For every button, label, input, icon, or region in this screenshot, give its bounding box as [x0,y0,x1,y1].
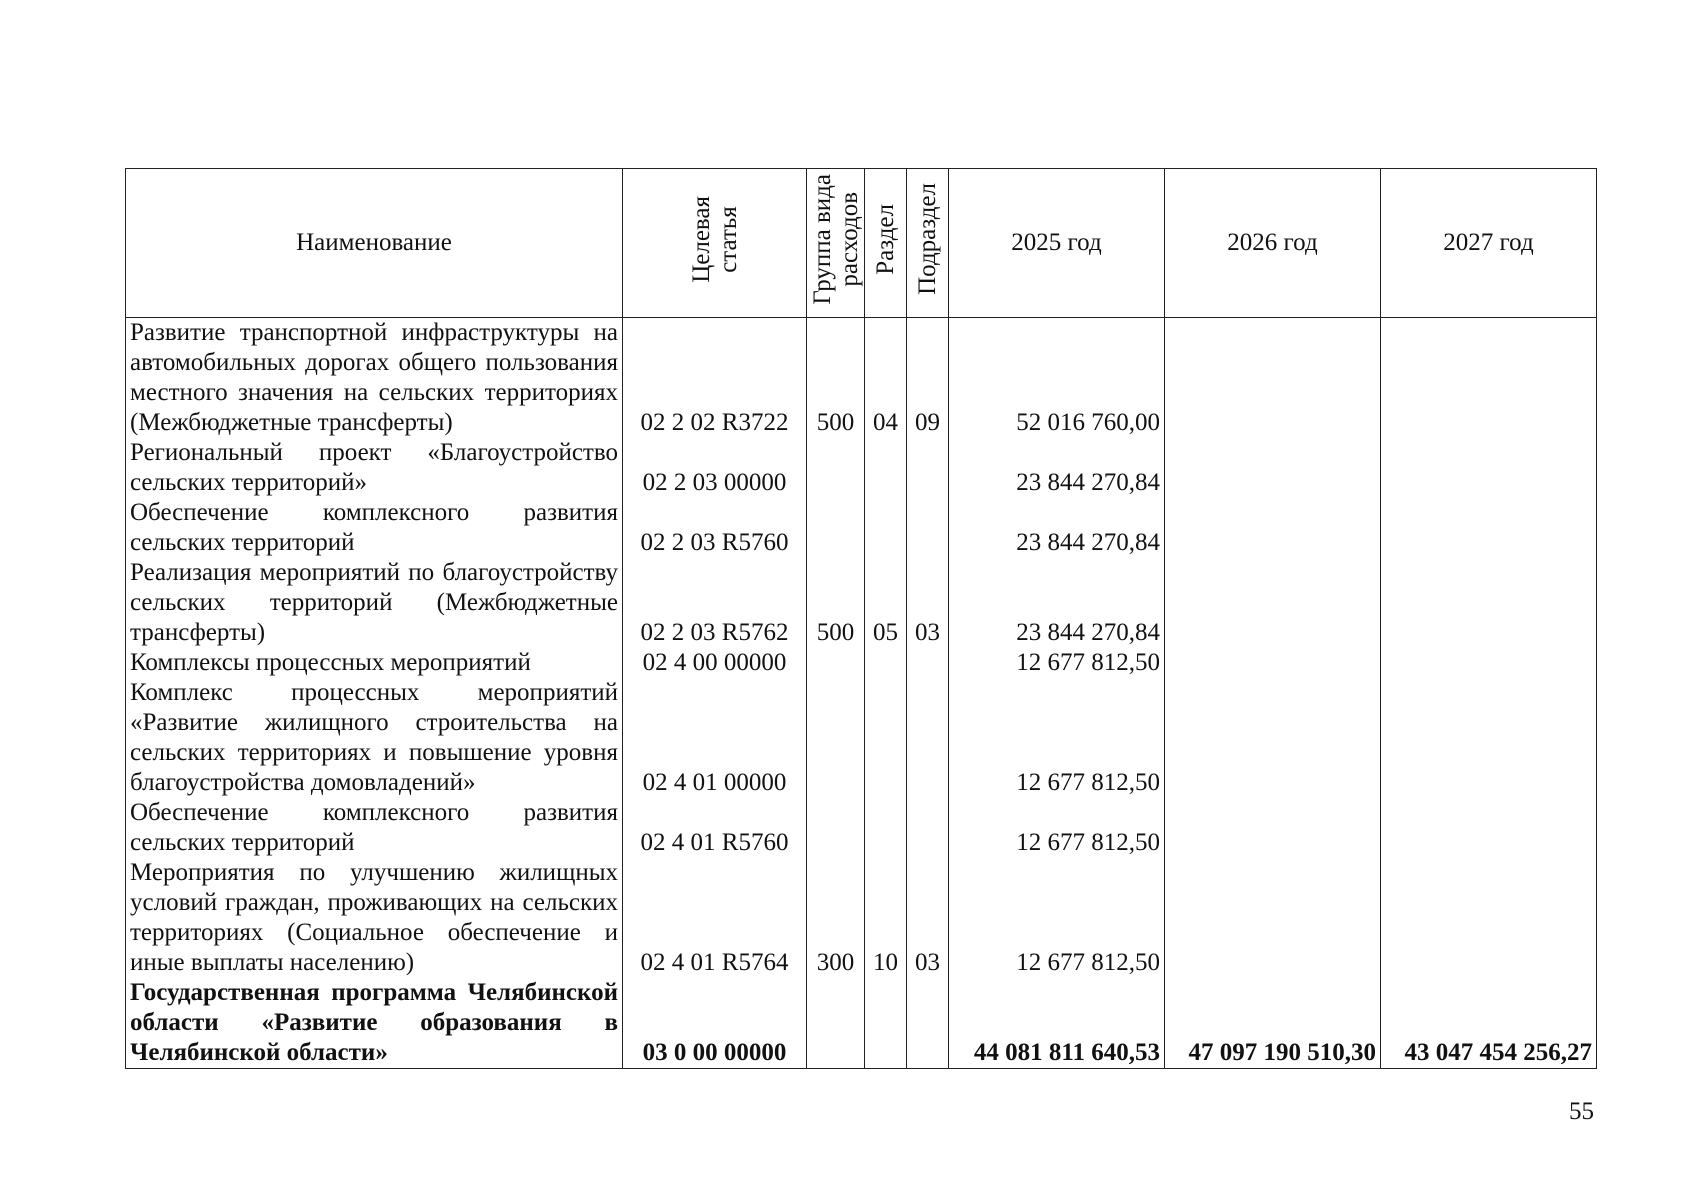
row-name: Реализация мероприятий по благоустройству сельских территорий (Межбюджетные трансферты) [126,558,623,648]
row-section [865,678,907,798]
table-row [126,858,1597,978]
header-expense-group: Группа вида расходов [807,169,865,318]
table-body [126,318,1597,1069]
row-2026 [1165,438,1381,498]
row-2027: 43 047 454 256,27 [1381,978,1597,1069]
row-name: Региональный проект «Благоустройство сельских территорий» [126,438,623,498]
row-target-article: 02 2 03 R5760 [623,498,807,558]
row-subsection: 03 [907,858,949,978]
table-row [126,678,1597,798]
row-2026 [1165,498,1381,558]
row-name: Комплексы процессных мероприятий [126,648,623,678]
header-2027: 2027 год [1381,169,1597,318]
row-2025: 52 016 760,00 [949,318,1165,439]
row-2027 [1381,678,1597,798]
row-name: Обеспечение комплексного развития сельских территорий [126,798,623,858]
row-section: 04 [865,318,907,439]
row-expense-group [807,648,865,678]
row-expense-group [807,438,865,498]
row-2026 [1165,858,1381,978]
row-subsection [907,678,949,798]
header-target-article: Целевая статья [623,169,807,318]
row-target-article: 02 2 03 R5762 [623,558,807,648]
row-2027 [1381,558,1597,648]
row-2025: 23 844 270,84 [949,498,1165,558]
row-2027 [1381,498,1597,558]
row-name: Комплекс процессных мероприятий «Развитие жилищного строительства на сельских территориях и повышение уровня благоустройства домовладений» [126,678,623,798]
table-row [126,558,1597,648]
row-name: Государственная программа Челябинской области «Развитие образования в Челябинской области» [126,978,623,1069]
row-target-article: 02 2 03 00000 [623,438,807,498]
row-target-article: 02 4 01 R5764 [623,858,807,978]
row-2026 [1165,798,1381,858]
row-target-article: 02 4 00 00000 [623,648,807,678]
row-target-article: 02 4 01 00000 [623,678,807,798]
row-subsection [907,648,949,678]
row-expense-group [807,978,865,1069]
row-2025: 12 677 812,50 [949,678,1165,798]
row-2026 [1165,678,1381,798]
row-expense-group: 300 [807,858,865,978]
table-row [126,438,1597,498]
row-target-article: 03 0 00 00000 [623,978,807,1069]
table-row-total [126,978,1597,1069]
row-2027 [1381,318,1597,439]
header-section: Раздел [865,169,907,318]
row-2027 [1381,858,1597,978]
row-subsection [907,498,949,558]
row-expense-group: 500 [807,318,865,439]
row-2027 [1381,648,1597,678]
row-subsection [907,978,949,1069]
row-2026 [1165,558,1381,648]
page-number: 55 [1569,1098,1594,1125]
row-section [865,978,907,1069]
row-target-article: 02 2 02 R3722 [623,318,807,439]
row-2025: 12 677 812,50 [949,648,1165,678]
row-2027 [1381,798,1597,858]
row-section [865,498,907,558]
table-row [126,648,1597,678]
row-section [865,648,907,678]
row-target-article: 02 4 01 R5760 [623,798,807,858]
row-subsection [907,798,949,858]
row-subsection [907,438,949,498]
budget-table [125,168,1597,1069]
row-2027 [1381,438,1597,498]
row-section [865,798,907,858]
header-name: Наименование [126,169,623,318]
row-expense-group: 500 [807,558,865,648]
row-2025: 12 677 812,50 [949,858,1165,978]
row-expense-group [807,498,865,558]
table-row [126,318,1597,439]
row-section: 10 [865,858,907,978]
header-2026: 2026 год [1165,169,1381,318]
row-name: Развитие транспортной инфраструктуры на автомобильных дорогах общего пользования местного значения на сельских территориях (Межбюджетные трансферты) [126,318,623,439]
row-2025: 23 844 270,84 [949,558,1165,648]
row-expense-group [807,678,865,798]
header-subsection: Подраздел [907,169,949,318]
row-subsection: 09 [907,318,949,439]
header-2025: 2025 год [949,169,1165,318]
row-subsection: 03 [907,558,949,648]
row-name: Мероприятия по улучшению жилищных условий граждан, проживающих на сельских территориях (Социальное обеспечение и иные выплаты населению) [126,858,623,978]
row-2026 [1165,318,1381,439]
row-2025: 23 844 270,84 [949,438,1165,498]
row-section [865,438,907,498]
table-header-row [126,169,1597,318]
row-2025: 44 081 811 640,53 [949,978,1165,1069]
row-2025: 12 677 812,50 [949,798,1165,858]
table-row [126,798,1597,858]
row-name: Обеспечение комплексного развития сельских территорий [126,498,623,558]
row-2026 [1165,648,1381,678]
row-expense-group [807,798,865,858]
row-2026: 47 097 190 510,30 [1165,978,1381,1069]
table-row [126,498,1597,558]
row-section: 05 [865,558,907,648]
